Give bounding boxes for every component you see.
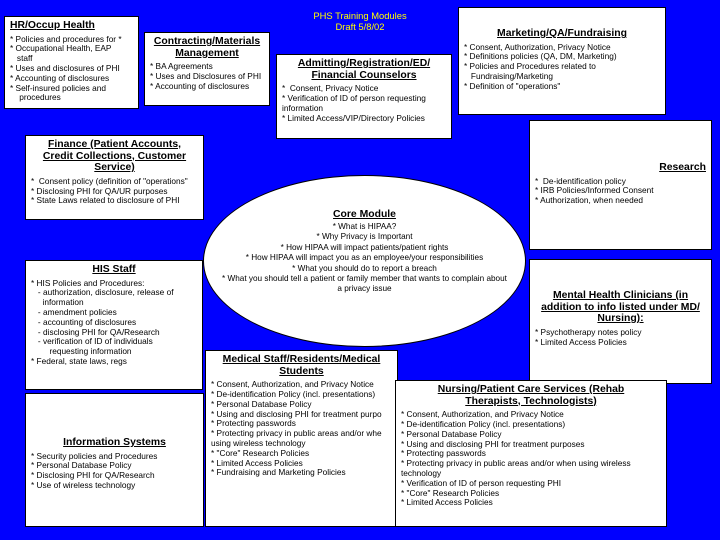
module-research [529, 120, 712, 250]
module-item: * Protecting privacy in public areas and/or when using wireless [401, 458, 631, 469]
module-item: * Definition of "operations" [464, 80, 561, 91]
module-item: * Consent, Authorization, Privacy Notice [464, 41, 611, 52]
module-item: * Limited Access Policies [401, 497, 493, 508]
module-item: * How HIPAA will impact patients/patient rights [280, 242, 449, 252]
module-hr-occup-health [4, 16, 139, 109]
module-item: * Using and disclosing PHI for treatment purpo [211, 408, 382, 419]
module-title: HR/Occup Health [10, 20, 95, 31]
module-item: * "Core" Research Policies [401, 487, 500, 498]
module-item: * HIS Policies and Procedures: [31, 277, 145, 288]
module-item: * Why Privacy is Important [316, 232, 413, 242]
module-item: * Using and disclosing PHI for treatment purposes [401, 438, 585, 449]
module-item: information [31, 297, 84, 308]
module-his-staff [25, 260, 203, 390]
module-item: * Definitions policies (QA, DM, Marketing) [464, 51, 617, 62]
module-item: staff [10, 53, 33, 64]
module-title: Research [659, 162, 706, 173]
module-items [211, 380, 392, 478]
module-item: * Self-insured policies and [10, 82, 106, 93]
module-marketing [458, 7, 666, 115]
module-item: * Consent policy (definition of "operations" [31, 175, 188, 186]
module-item: requesting information [31, 346, 132, 357]
module-information-systems [25, 393, 204, 527]
module-finance [25, 135, 204, 220]
module-item: information [282, 102, 324, 113]
module-item: * Policies and procedures for * [10, 33, 122, 44]
module-item: * Accounting of disclosures [150, 80, 250, 91]
module-item: - accounting of disclosures [31, 316, 137, 327]
module-item: * Personal Database Policy [31, 460, 132, 471]
module-item: * Personal Database Policy [211, 398, 312, 409]
module-item: - verification of ID of individuals [31, 336, 153, 347]
module-item: - authorization, disclosure, release of [31, 287, 174, 298]
module-item: * Verification of ID of person requesting PHI [401, 477, 562, 488]
module-title: Mental Health Clinicians (in addition to info listed under MD/ Nursing): [541, 290, 700, 325]
module-item: * Accounting of disclosures [10, 72, 110, 83]
module-contracting [144, 32, 270, 106]
module-items [10, 35, 133, 104]
core-module-items [218, 222, 511, 295]
module-medical-staff [205, 350, 398, 527]
module-item: * State Laws related to disclosure of PHI [31, 195, 180, 206]
module-item: * Security policies and Procedures [31, 450, 158, 461]
module-item: - amendment policies [31, 306, 117, 317]
module-item: * Disclosing PHI for QA/UR purposes [31, 185, 168, 196]
module-nursing [395, 380, 667, 527]
module-item: * What is HIPAA? [332, 222, 397, 231]
module-item: * Uses and disclosures of PHI [10, 62, 120, 73]
module-item: * Consent, Authorization, and Privacy Notice [211, 379, 374, 390]
diagram-title: PHS Training Modules [313, 10, 407, 21]
module-items [282, 84, 446, 123]
module-item: * Fundraising and Marketing Policies [211, 467, 346, 478]
module-item: a privacy issue [337, 284, 392, 294]
module-title: Nursing/Patient Care Services (Rehab Therapists, Technologists) [437, 384, 625, 407]
module-item: * Personal Database Policy [401, 428, 502, 439]
diagram-subtitle: Draft 5/8/02 [335, 21, 385, 32]
module-items [535, 177, 706, 206]
module-items [150, 62, 264, 91]
module-item: * Psychotherapy notes policy [535, 326, 642, 337]
module-item: * IRB Policies/Informed Consent [535, 185, 654, 196]
module-item: * Protecting privacy in public areas and/or whe [211, 428, 382, 439]
module-item: * Federal, state laws, regs [31, 355, 127, 366]
module-items [31, 279, 197, 367]
module-item: using wireless technology [211, 437, 306, 448]
module-item: * Consent, Privacy Notice [282, 83, 379, 94]
module-item: - disclosing PHI for QA/Research [31, 326, 160, 337]
module-item: * Protecting passwords [211, 418, 296, 429]
module-item: * How HIPAA will impact you as an employee/your responsibilities [245, 253, 484, 263]
module-items [401, 410, 661, 508]
module-title: Admitting/Registration/ED/ Financial Counselors [297, 58, 431, 81]
module-item: * Uses and Disclosures of PHI [150, 70, 262, 81]
module-item: * De-identification policy [535, 175, 626, 186]
module-items [31, 452, 198, 491]
module-title: Medical Staff/Residents/Medical Students [222, 354, 381, 377]
module-title: Contracting/Materials Management [153, 36, 261, 59]
core-module [203, 175, 526, 347]
module-title: Marketing/QA/Fundraising [497, 28, 627, 39]
module-item: * "Core" Research Policies [211, 447, 310, 458]
module-items [31, 177, 198, 206]
module-item: * Limited Access/VIP/Directory Policies [282, 112, 425, 123]
module-item: * Limited Access Policies [535, 336, 627, 347]
module-items [535, 328, 706, 348]
module-item: * Disclosing PHI for QA/Research [31, 470, 155, 481]
module-title: HIS Staff [92, 264, 136, 275]
module-item: * Occupational Health, EAP [10, 43, 112, 54]
module-item: * Limited Access Policies [211, 457, 303, 468]
module-item: * Verification of ID of person requesting [282, 92, 426, 103]
module-item: * Policies and Procedures related to [464, 61, 596, 72]
module-item: * Authorization, when needed [535, 195, 643, 206]
module-item: * What you should tell a patient or family member that wants to complain about [222, 274, 507, 284]
module-item: * Use of wireless technology [31, 479, 136, 490]
module-mental-health [529, 259, 712, 384]
module-item: * De-identification Policy (incl. presentations) [211, 388, 376, 399]
module-item: * Consent, Authorization, and Privacy Notice [401, 409, 564, 420]
module-items [464, 43, 660, 92]
module-title: Information Systems [63, 437, 166, 448]
module-title: Finance (Patient Accounts, Credit Collections, Customer Service) [42, 139, 187, 174]
core-module-title: Core Module [333, 209, 396, 220]
module-item: procedures [10, 92, 61, 103]
module-item: * BA Agreements [150, 61, 213, 72]
module-item: * What you should do to report a breach [292, 263, 437, 273]
module-admitting [276, 54, 452, 139]
module-item: Fundraising/Marketing [464, 70, 554, 81]
module-item: technology [401, 467, 442, 478]
module-item: * De-identification Policy (incl. presentations) [401, 418, 566, 429]
module-item: * Protecting passwords [401, 448, 486, 459]
